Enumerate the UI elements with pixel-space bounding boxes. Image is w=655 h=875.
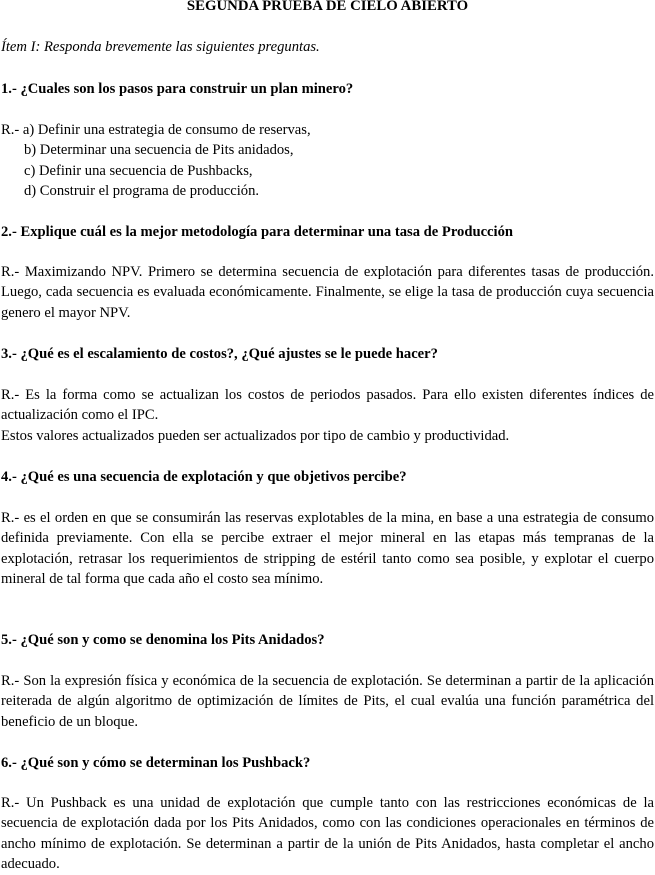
answer-2: R.- Maximizando NPV. Primero se determina secuencia de explotación para diferentes tasas de producción. Luego, cada secuencia es evaluada económicamente. Finalmente, se elige la tasa de producción cuya secuencia genero el mayor NPV. <box>1 264 654 321</box>
question-4: 4.- ¿Qué es una secuencia de explotación y que objetivos percibe? <box>1 469 407 485</box>
document-title: SEGUNDA PRUEBA DE CIELO ABIERTO <box>186 0 469 14</box>
answer-1-step-b: b) Determinar una secuencia de Pits anidados, <box>24 142 294 159</box>
question-3: 3.- ¿Qué es el escalamiento de costos?, ¿Qué ajustes se le puede hacer? <box>1 346 438 362</box>
answer-3-part-2: Estos valores actualizados pueden ser actualizados por tipo de cambio y productividad. <box>1 427 510 444</box>
answer-1-step-d: d) Construir el programa de producción. <box>24 183 260 200</box>
answer-1 <box>1 120 654 202</box>
answer-1-step-a: R.- a) Definir una estrategia de consumo de reservas, <box>1 122 311 138</box>
question-1: 1.- ¿Cuales son los pasos para construir un plan minero? <box>1 81 354 97</box>
answer-3-part-1: R.- Es la forma como se actualizan los costos de periodos pasados. Para ello existen diferentes índices de actualización como el IPC. <box>1 387 654 424</box>
question-5: 5.- ¿Qué son y como se denomina los Pits Anidados? <box>1 632 325 648</box>
item-instruction: Ítem I: Responda brevemente las siguientes preguntas. <box>1 39 320 55</box>
answer-4: R.- es el orden en que se consumirán las reservas explotables de la mina, en base a una estrategia de consumo definida previamente. Con ella se percibe extraer el mejor mineral en las etapas más tempranas de la explotación, retrasar los requerimientos de stripping de estéril tanto como sea posible, y explotar el cuerpo mineral de tal forma que cada año el costo sea mínimo. <box>1 510 654 588</box>
answer-6: R.- Un Pushback es una unidad de explotación que cumple tanto con las restricciones económicas de la secuencia de explotación dada por los Pits Anidados, como con las condiciones operacionales en términos de ancho mínimo de explotación. Se determinan a partir de la unión de Pits Anidados, hasta completar el ancho adecuado. <box>1 795 654 873</box>
question-2: 2.- Explique cuál es la mejor metodología para determinar una tasa de Producción <box>1 224 513 240</box>
question-6: 6.- ¿Qué son y cómo se determinan los Pushback? <box>1 755 311 771</box>
answer-5: R.- Son la expresión física y económica de la secuencia de explotación. Se determinan a partir de la aplicación reiterada de algún algoritmo de optimización de límites de Pits, el cual evalúa una función paramétrica del beneficio de un bloque. <box>1 673 654 730</box>
answer-3 <box>1 385 654 446</box>
answer-1-step-c: c) Definir una secuencia de Pushbacks, <box>24 162 253 179</box>
